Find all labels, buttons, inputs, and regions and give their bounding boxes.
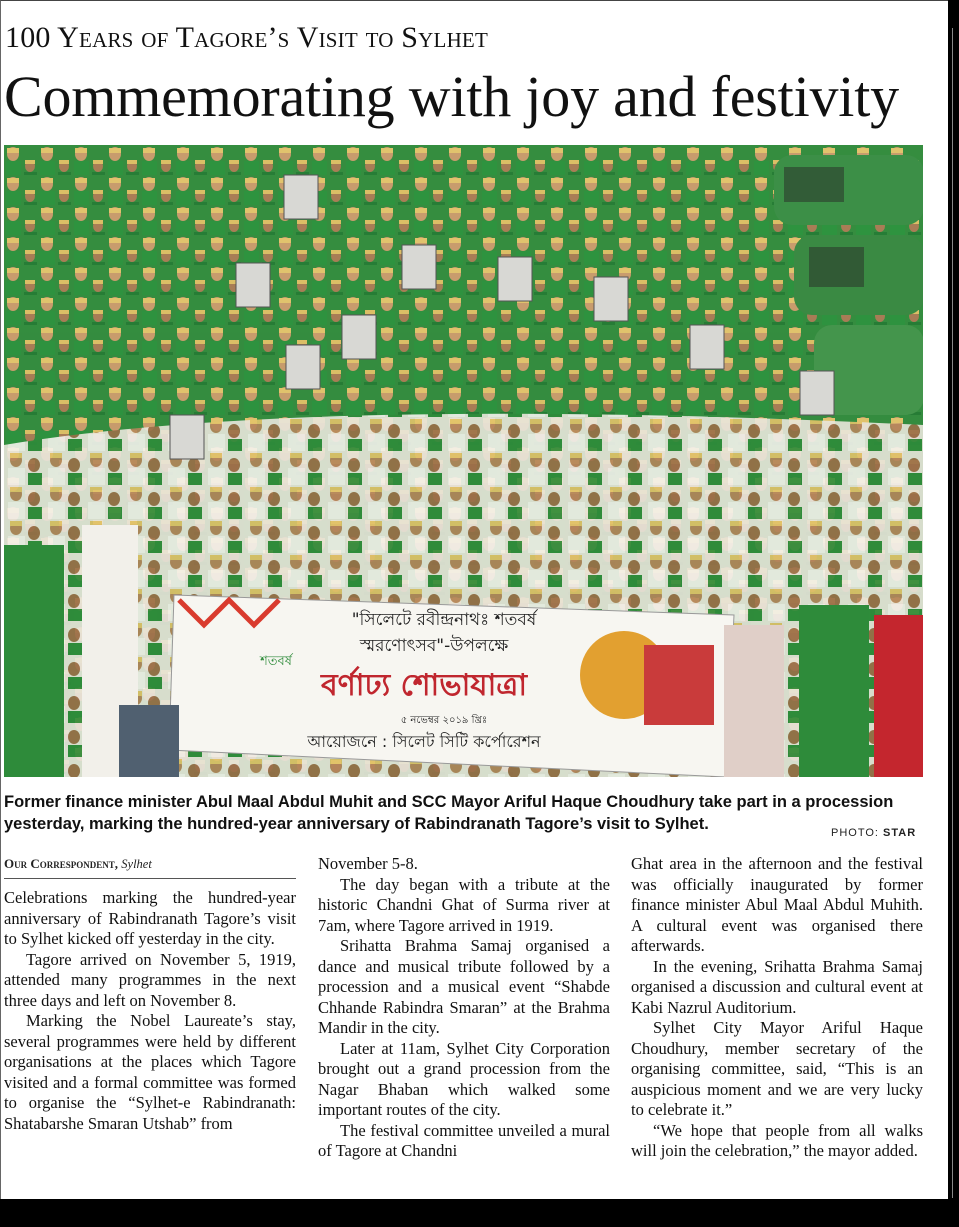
svg-text:৫ নভেম্বর ২০১৯ খ্রিঃ: ৫ নভেম্বর ২০১৯ খ্রিঃ (400, 715, 488, 726)
photo-credit (831, 827, 916, 839)
paragraph: The festival committee unveiled a mural of Tagore at Chandni (318, 1120, 610, 1160)
article-headline: Commemorating with joy and festivity (4, 64, 899, 129)
svg-text:আয়োজনে : সিলেট সিটি কর্পোরেশন: আয়োজনে : সিলেট সিটি কর্পোরেশন (307, 732, 541, 751)
paragraph: Sylhet City Mayor Ariful Haque Choudhury, member secretary of the organising committee, said, “This is an auspicious moment and we are very lucky to celebrate it.” (631, 1018, 923, 1119)
byline-location: Sylhet (121, 857, 152, 871)
paragraph: Tagore arrived on November 5, 1919, attended many programmes in the next three days and left on November 8. (4, 949, 296, 1010)
photo-caption: Former finance minister Abul Maal Abdul Muhit and SCC Mayor Ariful Haque Choudhury take part in a procession yesterday, marking the hundred-year anniversary of Rabindranath Tagore’s visit to Sylhet. (4, 793, 894, 833)
procession-photo-illustration (4, 145, 923, 777)
article-kicker: 100 Years of Tagore’s Visit to Sylhet (5, 21, 488, 54)
article-column-3 (631, 854, 923, 1162)
byline-author: Our Correspondent, (4, 856, 119, 871)
svg-text:স্মরণোৎসব"-উপলক্ষে: স্মরণোৎসব"-উপলক্ষে (359, 636, 509, 656)
article-column-2 (318, 854, 610, 1162)
paragraph: November 5-8. (318, 854, 418, 873)
procession-banner (169, 595, 734, 777)
paragraph: In the evening, Srihatta Brahma Samaj organised a discussion and cultural event at Kabi Nazrul Auditorium. (631, 956, 923, 1017)
column-rule (952, 28, 953, 1198)
svg-text:"সিলেটে রবীন্দ্রনাথঃ শতবর্ষ: "সিলেটে রবীন্দ্রনাথঃ শতবর্ষ (351, 610, 537, 630)
svg-text:শতবর্ষ: শতবর্ষ (260, 654, 292, 669)
paragraph: Ghat area in the afternoon and the festival was officially inaugurated by former finance minister Abul Maal Abdul Muhith. A cultural event was organised there afterwards. (631, 854, 923, 955)
paragraph: The day began with a tribute at the historic Chandni Ghat of Surma river at 7am, where Tagore arrived in 1919. (318, 874, 610, 935)
procession-photo (4, 145, 923, 777)
svg-text:বর্ণাঢ্য শোভাযাত্রা: বর্ণাঢ্য শোভাযাত্রা (320, 668, 528, 703)
paragraph: Marking the Nobel Laureate’s stay, several programmes were held by different organisations at the places which Tagore visited and a formal committee was formed to organise the “Sylhet-e Rabindranath: Shatabarshe Smaran Utshab” from (4, 1011, 296, 1133)
article-column-1 (4, 854, 296, 1134)
paragraph: Srihatta Brahma Samaj organised a dance and musical tribute followed by a procession and a musical event “Shabde Chhande Rabindra Smaran” at the Brahma Mandir in the city. (318, 936, 610, 1037)
paragraph: Celebrations marking the hundred-year anniversary of Rabindranath Tagore’s visit to Sylhet kicked off yesterday in the city. (4, 888, 296, 948)
photo-credit-label: PHOTO: (831, 827, 879, 839)
photo-credit-source: STAR (883, 827, 917, 839)
paragraph: Later at 11am, Sylhet City Corporation brought out a grand procession from the Nagar Bhaban which walked some important routes of the city. (318, 1038, 610, 1119)
paragraph: “We hope that people from all walks will join the celebration,” the mayor added. (631, 1120, 923, 1160)
byline (4, 854, 296, 879)
